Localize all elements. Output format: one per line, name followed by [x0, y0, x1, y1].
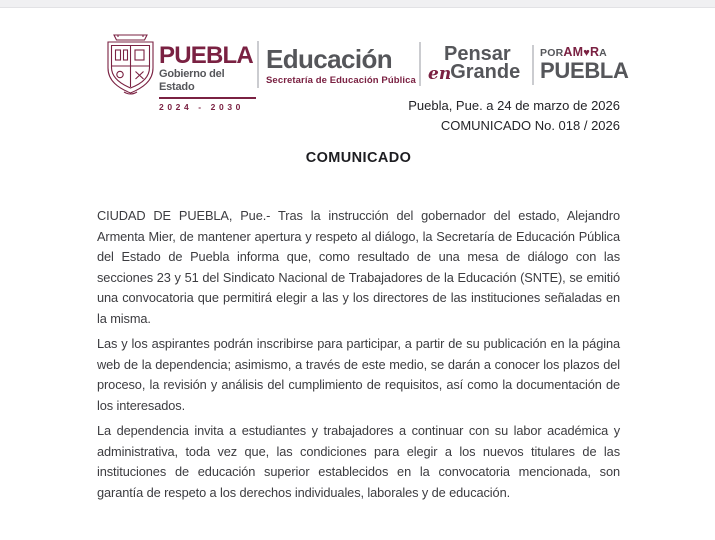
en-script-word: en	[428, 64, 452, 84]
logo-pensar-en-grande	[428, 45, 528, 82]
document-body	[97, 206, 620, 508]
amor-word-prefix: AM	[563, 45, 584, 59]
scan-edge-strip	[0, 0, 715, 8]
logo-divider	[419, 42, 421, 86]
grande-word: Grande	[450, 61, 521, 83]
puebla-coat-of-arms-icon	[104, 32, 157, 98]
puebla-period: 2024 - 2030	[159, 102, 244, 112]
logo-divider	[532, 45, 534, 85]
logo-educacion	[266, 46, 416, 86]
grande-line	[428, 63, 528, 82]
puebla-amor-wordmark: PUEBLA	[540, 58, 629, 83]
dateline: Puebla, Pue. a 24 de marzo de 2026	[408, 98, 620, 113]
date-block	[408, 96, 620, 136]
puebla-subtitle: Gobierno del Estado	[159, 68, 256, 99]
logo-puebla-gobierno	[159, 44, 256, 112]
educacion-wordmark: Educación	[266, 44, 393, 74]
comunicado-number: COMUNICADO No. 018 / 2026	[440, 118, 620, 133]
por-word: POR	[540, 47, 564, 59]
logo-por-amor-a-puebla	[540, 46, 635, 83]
amor-word-suffix: R	[589, 45, 600, 59]
heart-icon: ♥	[583, 47, 590, 59]
logo-divider	[257, 41, 259, 88]
educacion-subtitle: Secretaría de Educación Pública	[266, 75, 416, 86]
pensar-word: Pensar	[444, 43, 511, 65]
paragraph-3: La dependencia invita a estudiantes y trabajadores a continuar con su labor académica y administrativa, toda vez que, las condiciones para elegir a los nuevos titulares de las instituciones de educación superior establecidos en la convocatoria mencionada, son garantía de respeto a los derechos individuales, laborales y de educación.	[97, 423, 620, 500]
document-title: COMUNICADO	[305, 150, 412, 166]
puebla-wordmark: PUEBLA	[159, 42, 253, 69]
a-word: A	[599, 47, 607, 59]
paragraph-1: CIUDAD DE PUEBLA, Pue.- Tras la instrucción del gobernador del estado, Alejandro Armenta Mier, de mantener apertura y respeto al diálogo, la Secretaría de Educación Pública del Estado de Puebla informa que, como resultado de una mesa de diálogo con las secciones 23 y 51 del Sindicato Nacional de Trabajadores de la Educación (SNTE), se emitió una convocatoria que permitirá elegir a las y los directores de las instituciones señaladas en la misma.	[97, 208, 620, 326]
paragraph-2: Las y los aspirantes podrán inscribirse para participar, a partir de su publicación en la página web de la dependencia; asimismo, a través de este medio, se darán a conocer los plazos del proceso, la revisión y análisis del cumplimiento de requisitos, así como la documentación de los interesados.	[97, 336, 620, 413]
